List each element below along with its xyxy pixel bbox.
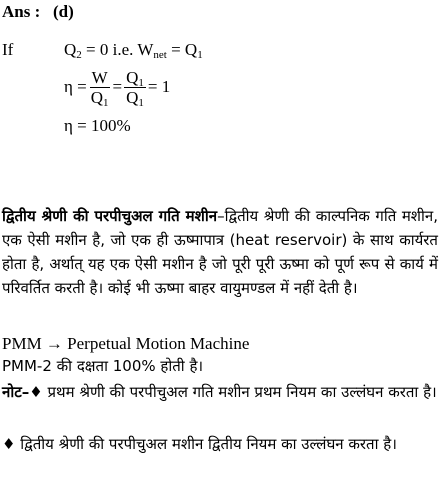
note-1: नोट–♦ प्रथम श्रेणी की परपीचुअल गति मशीन प्रथम नियम का उल्लंघन करता है। — [2, 383, 437, 401]
note-2: ♦ द्वितीय श्रेणी की परपीचुअल मशीन द्वितीय नियम का उल्लंघन करता है। — [2, 435, 397, 453]
explanation-body: द्वितीय श्रेणी की काल्पनिक गति मशीन, एक ऐसी मशीन है, जो एक ही ऊष्मापात्र (heat reservoir) के साथ कार्यरत होता है, अर्थात् यह एक ऐसी मशीन है जो पूरी पूरी ऊष्मा को पूर्ण रूप से कार्य में परिवर्तित करती है। कोई भी ऊष्मा बाहर वायुमण्डल में नहीं देती है। — [2, 207, 438, 297]
if-label: If — [2, 40, 14, 59]
explanation-heading: द्वितीय श्रेणी की परपीचुअल गति मशीन — [2, 207, 218, 225]
efficiency-result: η = 100% — [64, 116, 131, 135]
answer-option: (d) — [53, 2, 74, 21]
answer-label-row — [2, 2, 74, 22]
explanation-paragraph: द्वितीय श्रेणी की परपीचुअल गति मशीन–द्वितीय श्रेणी की काल्पनिक गति मशीन, एक ऐसी मशीन है, जो एक ही ऊष्मापात्र (heat reservoir) के साथ कार्यरत होता है, अर्थात् यह एक ऐसी मशीन है जो पूरी पूरी ऊष्मा को पूर्ण रूप से कार्य में परिवर्तित करती है। कोई भी ऊष्मा बाहर वायुमण्डल में नहीं देती है। — [2, 207, 438, 297]
answer-label: Ans : — [2, 2, 41, 21]
pmm2-efficiency: PMM-2 की दक्षता 100% होती है। — [2, 357, 204, 375]
condition-line: $Q_2 = 0$ i.e. $W_{net} = Q_1$ — [64, 40, 203, 61]
fraction-work-over-heat: $\frac{W}{Q_1}$ — [90, 67, 109, 109]
pmm-definition: PMM → Perpetual Motion Machine — [2, 334, 250, 353]
fraction-heat-over-heat: $\frac{Q_1}{Q_1}$ — [126, 67, 144, 109]
note-label: नोट– — [2, 383, 30, 401]
efficiency-equation: η = $\frac{W}{Q_1}$ = $\frac{Q_1}{Q_1}$ = 1 — [64, 67, 171, 109]
